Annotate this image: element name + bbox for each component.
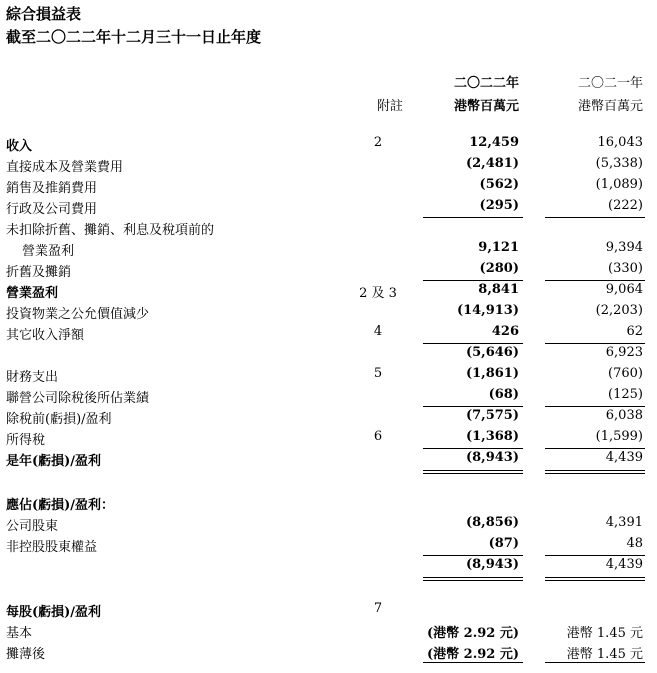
statement-row: [0, 450, 657, 470]
value-2021: (760): [608, 366, 643, 381]
row-label: 行政及公司費用: [6, 202, 98, 217]
value-2021: 62: [626, 324, 643, 339]
value-2021: (125): [608, 387, 643, 402]
row-label: 直接成本及營業費用: [6, 160, 124, 175]
value-2022: (7,575): [465, 408, 519, 423]
row-note: 5: [373, 366, 383, 381]
value-2021: (330): [608, 261, 643, 276]
row-label: 聯營公司除稅後所佔業績: [6, 391, 150, 406]
value-2022: (562): [479, 177, 519, 192]
value-2022: (8,943): [465, 557, 519, 572]
subtotal-rule: [545, 217, 645, 218]
value-2022: (港幣 2.92 元): [426, 647, 519, 662]
total-rule: [423, 577, 523, 578]
row-label: 每股(虧損)/盈利: [6, 605, 102, 620]
subtotal-rule: [423, 448, 523, 449]
row-note: 4: [373, 324, 383, 339]
value-2022: 8,841: [478, 282, 519, 297]
value-2021: 9,394: [605, 240, 643, 255]
statement-row: [0, 240, 657, 260]
value-2022: 12,459: [469, 135, 519, 150]
row-label: 未扣除折舊、攤銷、利息及稅項前的: [6, 223, 215, 238]
total-rule: [423, 470, 523, 471]
value-2021: (1,089): [595, 177, 643, 192]
statement-period: 截至二〇二二年十二月三十一日止年度: [6, 28, 262, 46]
statement-row: [0, 135, 657, 155]
value-2021: (2,203): [595, 303, 643, 318]
subtotal-rule: [423, 343, 523, 344]
statement-row: [0, 177, 657, 197]
value-2021: 4,391: [605, 515, 643, 530]
value-2021: (222): [608, 198, 643, 213]
value-2022: (1,861): [465, 366, 519, 381]
value-2022: (8,856): [465, 515, 519, 530]
subtotal-rule: [423, 555, 523, 556]
value-2021: 9,064: [605, 282, 643, 297]
value-2022: 9,121: [478, 240, 519, 255]
value-2021: (5,338): [595, 156, 643, 171]
statement-row: [0, 536, 657, 556]
statement-row: [0, 156, 657, 176]
statement-row: [0, 515, 657, 535]
value-2021: 4,439: [605, 557, 643, 572]
row-note: 2 及 3: [359, 286, 397, 301]
value-2022: (280): [479, 261, 519, 276]
value-2021: 6,923: [605, 345, 643, 360]
subtotal-rule: [545, 280, 645, 281]
statement-row: [0, 282, 657, 302]
value-2022: (295): [479, 198, 519, 213]
subtotal-rule: [423, 406, 523, 407]
row-label: 公司股東: [6, 519, 59, 534]
statement-row: [0, 601, 657, 621]
value-2022: (2,481): [465, 156, 519, 171]
statement-row: [0, 303, 657, 323]
subtotal-rule: [545, 448, 645, 449]
row-label: 投資物業之公允價值減少: [6, 307, 150, 322]
statement-row: [0, 261, 657, 281]
value-2021: 16,043: [597, 135, 643, 150]
statement-row: [0, 198, 657, 218]
statement-row: [0, 324, 657, 344]
unit-2022-header: 港幣百萬元: [453, 99, 519, 114]
value-2021: (1,599): [595, 429, 643, 444]
total-rule: [545, 473, 645, 474]
statement-row: [0, 643, 657, 663]
value-2022: (87): [488, 536, 519, 551]
total-rule: [545, 577, 645, 578]
value-2022: (港幣 2.92 元): [426, 626, 519, 641]
row-note: 2: [373, 135, 383, 150]
subtotal-rule: [545, 406, 645, 407]
row-label: 營業盈利: [6, 286, 59, 301]
subtotal-rule: [423, 280, 523, 281]
row-label: 折舊及攤銷: [6, 265, 72, 280]
statement-title: 綜合損益表: [6, 5, 82, 23]
year-2021-header: 二〇二一年: [577, 76, 643, 91]
value-2021: 4,439: [605, 450, 643, 465]
row-label: 營業盈利: [22, 244, 75, 259]
row-label: 所得稅: [6, 433, 46, 448]
row-label: 基本: [6, 626, 33, 641]
value-2021: 港幣 1.45 元: [566, 626, 643, 641]
subtotal-rule: [423, 217, 523, 218]
total-rule: [545, 662, 645, 663]
unit-2021-header: 港幣百萬元: [577, 99, 643, 114]
note-column-header: 附註: [376, 99, 403, 114]
total-rule: [423, 662, 523, 663]
statement-row: [0, 219, 657, 239]
row-note: 6: [373, 429, 383, 444]
value-2021: 港幣 1.45 元: [566, 647, 643, 662]
value-2022: (8,943): [465, 450, 519, 465]
total-rule: [545, 470, 645, 471]
value-2022: (5,646): [465, 345, 519, 360]
row-label: 應佔(虧損)/盈利：: [6, 498, 115, 513]
row-label: 非控股股東權益: [6, 540, 98, 555]
row-label: 除稅前(虧損)/盈利: [6, 412, 112, 427]
subtotal-rule: [545, 555, 645, 556]
row-label: 其它收入淨額: [6, 328, 85, 343]
row-label: 是年(虧損)/盈利: [6, 454, 102, 469]
row-label: 財務支出: [6, 370, 59, 385]
statement-row: [0, 557, 657, 577]
statement-row: [0, 345, 657, 365]
total-rule: [423, 473, 523, 474]
total-rule: [423, 580, 523, 581]
value-2021: 6,038: [605, 408, 643, 423]
value-2022: (14,913): [456, 303, 519, 318]
value-2022: (68): [488, 387, 519, 402]
statement-row: [0, 622, 657, 642]
year-2022-header: 二〇二二年: [453, 76, 519, 91]
statement-row: [0, 366, 657, 386]
statement-row: [0, 387, 657, 407]
row-note: 7: [373, 601, 383, 616]
statement-row: [0, 429, 657, 449]
value-2022: 426: [491, 324, 519, 339]
row-label: 收入: [6, 139, 33, 154]
row-label: 銷售及推銷費用: [6, 181, 98, 196]
row-label: 攤薄後: [6, 647, 46, 662]
value-2021: 48: [626, 536, 643, 551]
total-rule: [545, 580, 645, 581]
subtotal-rule: [545, 343, 645, 344]
statement-row: [0, 408, 657, 428]
statement-row: [0, 494, 657, 514]
value-2022: (1,368): [465, 429, 519, 444]
